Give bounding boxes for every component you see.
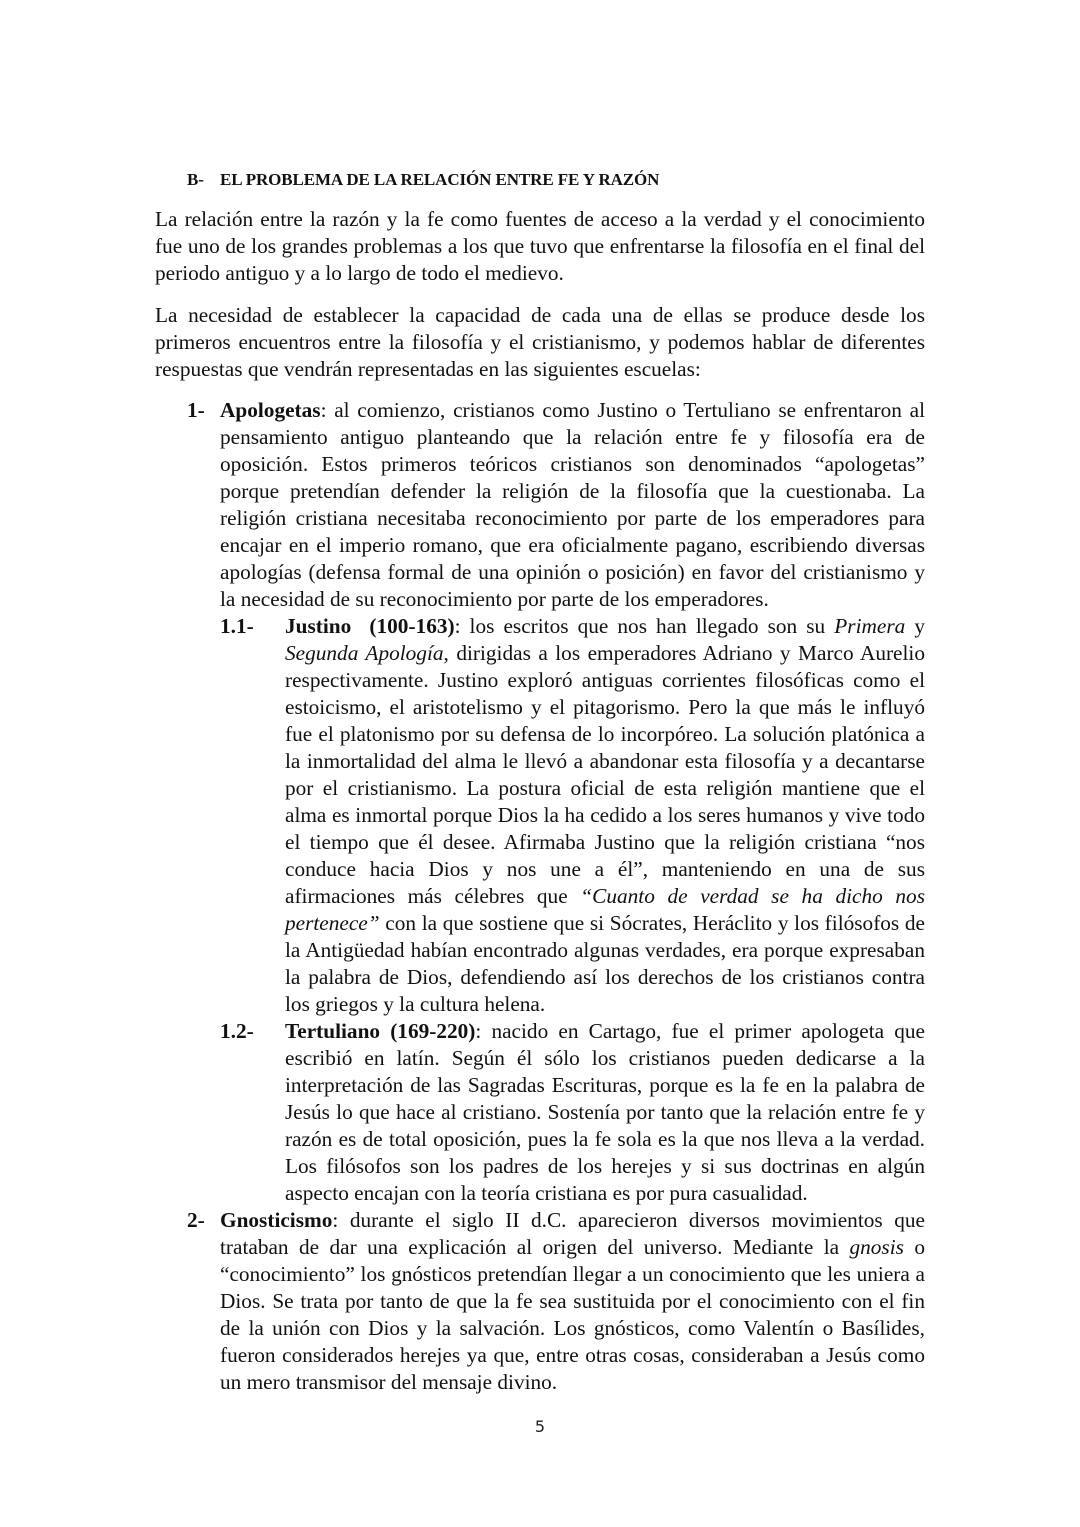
intro-paragraph: La relación entre la razón y la fe como fuentes de acceso a la verdad y el conocimiento fue uno de los grandes problemas a los que tuvo que enfrentarse la filosofía en el final del periodo antiguo y a lo largo de todo el medievo. (155, 207, 925, 285)
justino-text-1: : los escritos que nos han llegado son su (454, 614, 835, 638)
sublist-item-tertuliano (220, 1018, 925, 1207)
list-item-body (220, 397, 925, 613)
list-marker: 2- (187, 1208, 205, 1232)
term-apologetas: Apologetas (220, 398, 321, 422)
justino-text-2: y (905, 614, 925, 638)
term-justino: Justino (100-163) (285, 614, 455, 638)
title-primera: Primera (834, 614, 906, 638)
list-item-gnosticismo (187, 1207, 925, 1396)
justino-text-4: con la que sostiene que si Sócrates, Heráclito y los filósofos de la Antigüedad habían encontrado algunas verdades, era porque expresaban la palabra de Dios, defendiendo así los derechos de los cristianos contra los griegos y la cultura helena. (285, 911, 925, 1016)
sublist-item-justino (220, 613, 925, 1018)
term-gnosticismo: Gnosticismo (220, 1208, 333, 1232)
tertuliano-text: : nacido en Cartago, fue el primer apologeta que escribió en latín. Según él sólo los cristianos pueden dedicarse a la interpretación de las Sagradas Escrituras, porque es la fe en la palabra de Jesús lo que hace al cristiano. Sostenía por tanto que la relación entre fe y razón es de total oposición, pues la fe sola es la que nos lleva a la verdad. Los filósofos son los padres de los herejes y si sus doctrinas en algún aspecto encajan con la teoría cristiana es por pura casualidad. (285, 1019, 925, 1205)
justino-text-3: , dirigidas a los emperadores Adriano y Marco Aurelio respectivamente. Justino exploró antiguas corrientes filosóficas como el estoicismo, el aristotelismo y el pitagorismo. Pero la que más le influyó fue el platonismo por su defensa de lo incorpóreo. La solución platónica a la inmortalidad del alma le llevó a abandonar esta filosofía y a decantarse por el cristianismo. La postura oficial de esta religión mantiene que el alma es inmortal porque Dios la ha cedido a los seres humanos y vive todo el tiempo que él desee. Afirmaba Justino que la religión cristiana “nos conduce hacia Dios y nos une a él”, manteniendo en una de sus afirmaciones más célebres que (285, 641, 925, 908)
sublist-item-body (285, 613, 925, 1018)
section-number: B- (187, 170, 204, 189)
sublist-item-body (285, 1018, 925, 1207)
title-segunda-apologia: Segunda Apología (285, 641, 444, 665)
page-number: 5 (534, 1417, 546, 1436)
term-gnosis: gnosis (849, 1235, 904, 1259)
gnosticismo-text-1: : durante el siglo II d.C. aparecieron diversos movimientos que trataban de dar una explicación al origen del universo. Mediante la (220, 1208, 925, 1259)
schools-intro-paragraph: La necesidad de establecer la capacidad de cada una de ellas se produce desde los primeros encuentros entre la filosofía y el cristianismo, y podemos hablar de diferentes respuestas que vendrán representadas en las siguientes escuelas: (155, 303, 925, 381)
apologetas-text: : al comienzo, cristianos como Justino o Tertuliano se enfrentaron al pensamiento antiguo planteando que la relación entre fe y filosofía era de oposición. Estos primeros teóricos cristianos son denominados “apologetas” porque pretendían defender la religión de la filosofía que la cuestionaba. La religión cristiana necesitaba reconocimiento por parte de los emperadores para encajar en el imperio romano, que era oficialmente pagano, escribiendo diversas apologías (defensa formal de una opinión o posición) en favor del cristianismo y la necesidad de su reconocimiento por parte de los emperadores. (220, 398, 925, 611)
sublist-marker: 1.2- (220, 1019, 254, 1043)
list-item-body (220, 1207, 925, 1396)
sublist-marker: 1.1- (220, 614, 254, 638)
section-title: EL PROBLEMA DE LA RELACIÓN ENTRE FE Y RAZÓN (220, 170, 660, 189)
justino-quote: “Cuanto de verdad se ha dicho nos pertenece” (285, 884, 925, 935)
list-marker: 1- (187, 398, 205, 422)
section-heading (187, 170, 659, 190)
term-tertuliano: Tertuliano (169-220) (285, 1019, 476, 1043)
gnosticismo-text-2: o “conocimiento” los gnósticos pretendían llegar a un conocimiento que les uniera a Dios. Se trata por tanto de que la fe sea sustituida por el conocimiento con el fin de la unión con Dios y la salvación. Los gnósticos, como Valentín o Basílides, fueron considerados herejes ya que, entre otras cosas, consideraban a Jesús como un mero transmisor del mensaje divino. (220, 1235, 925, 1394)
list-item-apologetas (187, 397, 925, 613)
